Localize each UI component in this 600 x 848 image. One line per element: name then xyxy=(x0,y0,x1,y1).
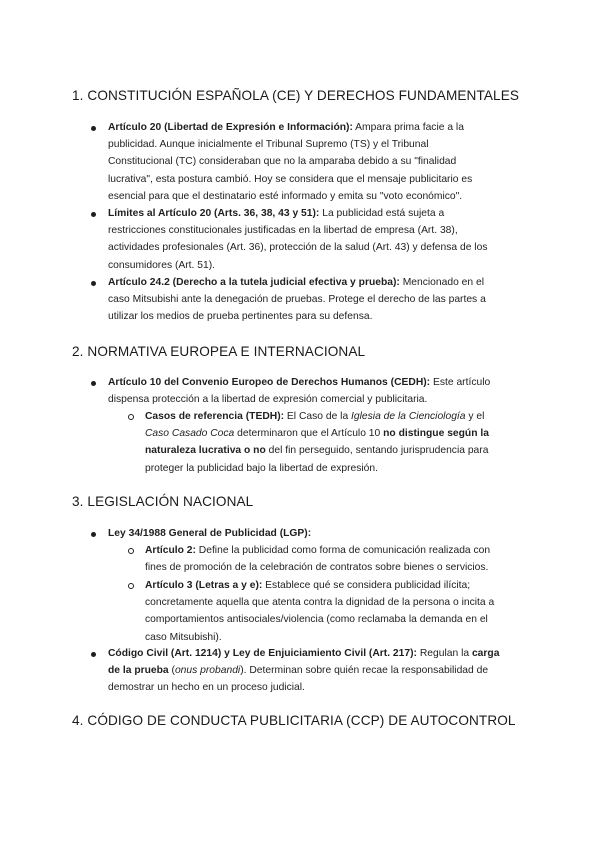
bullet-dot xyxy=(91,652,96,657)
section-3-heading: 3. LEGISLACIÓN NACIONAL xyxy=(72,494,254,509)
sub-bullet-circle xyxy=(128,583,134,589)
s1-item-articulo-20: Artículo 20 (Libertad de Expresión e Información): Ampara prima facie a la publicidad. Aunque inicialmente el Tribunal Supremo (TS) y el Tribunal Constitucional (TC) consideraban que no la amparaba debido a su "finalidad lucrativa", esta postura cambió. Hoy se considera que el mensaje publicitario es esencial para que el destinatario esté informado y emita su "voto económico". xyxy=(108,122,473,202)
item-term: Código Civil (Art. 1214) y Ley de Enjuiciamiento Civil (Art. 217): xyxy=(108,648,417,659)
section-4-heading: 4. CÓDIGO DE CONDUCTA PUBLICITARIA (CCP) DE AUTOCONTROL xyxy=(72,713,516,728)
section-2-heading: 2. NORMATIVA EUROPEA E INTERNACIONAL xyxy=(72,344,366,359)
s3-subitem-articulo-2: Artículo 2: Define la publicidad como forma de comunicación realizada con fines de promoción de la celebración de contratos sobre bienes o servicios. xyxy=(145,545,491,574)
item-term: Artículo 24.2 (Derecho a la tutela judicial efectiva y prueba): xyxy=(108,277,400,288)
item-term: Artículo 2: xyxy=(145,545,196,556)
sub-bullet-circle xyxy=(128,414,134,420)
s3-subitem-articulo-3: Artículo 3 (Letras a y e): Establece qué se considera publicidad ilícita; concretamente aquella que atenta contra la dignidad de la persona o incita a comportamientos antisociales/violencia (como reclamaba la demanda en el caso Mitsubishi). xyxy=(145,580,495,643)
s2-item-articulo-10: Artículo 10 del Convenio Europeo de Derechos Humanos (CEDH): Este artículo dispensa protección a la libertad de expresión comercial y publicitaria. xyxy=(108,377,491,406)
item-term: Artículo 3 (Letras a y e): xyxy=(145,580,263,591)
s3-item-lgp xyxy=(108,525,524,542)
item-term: Ley 34/1988 General de Publicidad (LGP): xyxy=(108,528,312,539)
s2-subitem-casos: Casos de referencia (TEDH): El Caso de la Iglesia de la Cienciología y el Caso Casado Coca determinaron que el Artículo 10 no distingue según la naturaleza lucrativa o no del fin perseguido, sentando jurisprudencia para proteger la publicidad bajo la libertad de expresión. xyxy=(145,411,489,474)
bullet-dot xyxy=(91,381,96,386)
s3-item-codigo-civil: Código Civil (Art. 1214) y Ley de Enjuiciamiento Civil (Art. 217): Regulan la carga de la prueba (onus probandi). Determinan sobre quién recae la responsabilidad de demostrar un hecho en un proceso judicial. xyxy=(108,648,500,694)
sub-bullet-circle xyxy=(128,548,134,554)
item-term: Límites al Artículo 20 (Arts. 36, 38, 43 y 51): xyxy=(108,208,320,219)
bullet-dot xyxy=(91,212,96,217)
bullet-dot xyxy=(91,532,96,537)
s1-item-articulo-24: Artículo 24.2 (Derecho a la tutela judicial efectiva y prueba): Mencionado en el caso Mitsubishi ante la denegación de pruebas. Protege el derecho de las partes a utilizar los medios de prueba pertinentes para su defensa. xyxy=(108,277,486,323)
bullet-dot xyxy=(91,126,96,131)
bullet-dot xyxy=(91,281,96,286)
item-term: Casos de referencia (TEDH): xyxy=(145,411,285,422)
s1-item-limites: Límites al Artículo 20 (Arts. 36, 38, 43 y 51): La publicidad está sujeta a restricciones constitucionales justificadas en la libertad de empresa (Art. 38), actividades profesionales (Art. 36), protección de la salud (Art. 43) y defensa de los consumidores (Art. 51). xyxy=(108,208,488,271)
item-term: Artículo 10 del Convenio Europeo de Derechos Humanos (CEDH): xyxy=(108,377,431,388)
item-term: Artículo 20 (Libertad de Expresión e Información): xyxy=(108,122,353,133)
section-1-heading: 1. CONSTITUCIÓN ESPAÑOLA (CE) Y DERECHOS FUNDAMENTALES xyxy=(72,88,520,103)
